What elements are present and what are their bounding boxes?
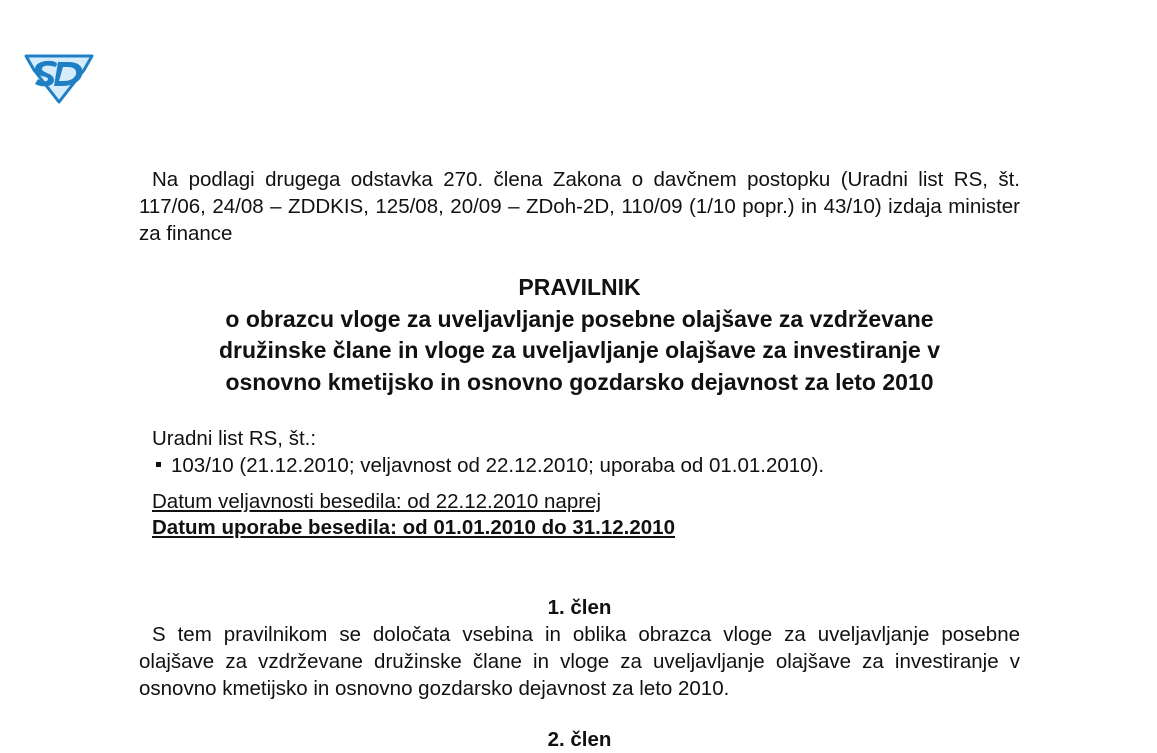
- gazette-item-text: 103/10 (21.12.2010; veljavnost od 22.12.2010; uporaba od 01.01.2010).: [171, 454, 825, 477]
- article-1-body: S tem pravilnikom se določata vsebina in oblika obrazca vloge za uveljavljanje posebne olajšave za vzdrževane družinske člane in vloge za uveljavljanje olajšave za investiranje v osnovno kmetijsko in osnovno gozdarsko dejavnost za leto 2010.: [139, 623, 1020, 700]
- article-2-heading: 2. člen: [547, 728, 612, 751]
- document-title: [139, 272, 1020, 398]
- application-date: Datum uporabe besedila: od 01.01.2010 do 31.12.2010: [152, 516, 675, 539]
- article-1-heading: 1. člen: [547, 596, 612, 619]
- title-line-3: osnovno kmetijsko in osnovno gozdarsko dejavnost za leto 2010: [225, 368, 934, 395]
- intro-paragraph: Na podlagi drugega odstavka 270. člena Zakona o davčnem postopku (Uradni list RS, št. 117/06, 24/08 – ZDDKIS, 125/08, 20/09 – ZDoh-2D, 110/09 (1/10 popr.) in 43/10) izdaja minister za finance: [139, 168, 1020, 245]
- title-line-2: družinske člane in vloge za uveljavljanje olajšave za investiranje v: [219, 337, 940, 363]
- logo: [22, 50, 96, 104]
- title-heading: PRAVILNIK: [518, 274, 641, 300]
- gazette-item: [152, 452, 824, 479]
- shield-logo-icon: [22, 50, 96, 104]
- gazette-label: Uradni list RS, št.:: [152, 427, 317, 450]
- valid-from-date: Datum veljavnosti besedila: od 22.12.2010 naprej: [152, 490, 602, 513]
- bullet-icon: [156, 462, 161, 467]
- validity-dates: [152, 489, 675, 541]
- gazette-reference: [152, 425, 824, 479]
- title-line-1: o obrazcu vloge za uveljavljanje posebne olajšave za vzdrževane: [225, 305, 934, 332]
